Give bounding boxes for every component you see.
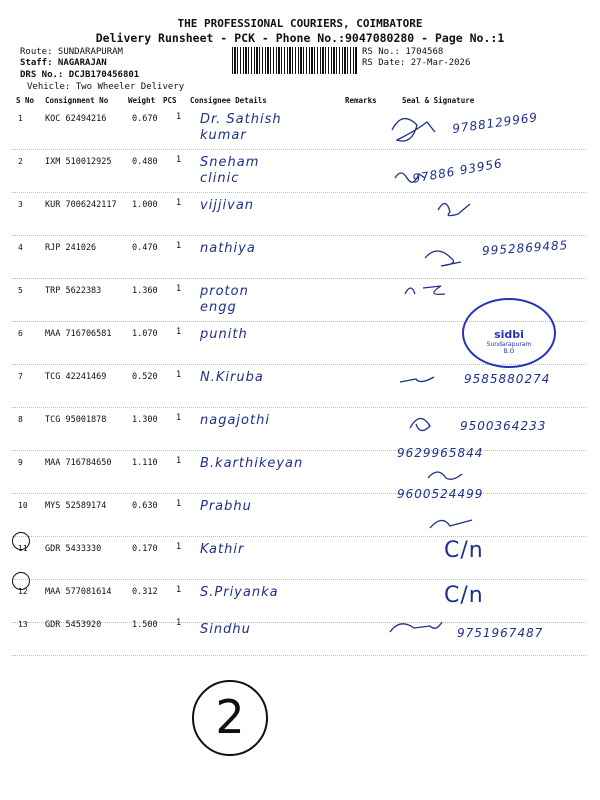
row-pcs: 1 bbox=[176, 198, 182, 208]
row-consignment: TCG 95001878 bbox=[45, 415, 107, 425]
col-remarks: Remarks bbox=[345, 96, 377, 105]
row-signature: 9600524499 bbox=[397, 487, 484, 501]
table-row bbox=[12, 487, 586, 537]
barcode bbox=[232, 47, 357, 74]
rs-number: RS No.: 1704568 bbox=[362, 47, 444, 57]
row-sno: 8 bbox=[18, 415, 23, 424]
row-weight: 1.500 bbox=[132, 620, 158, 630]
row-consignment: RJP 241026 bbox=[45, 243, 97, 253]
row-sno: 5 bbox=[18, 286, 23, 295]
vehicle: Vehicle: Two Wheeler Delivery bbox=[27, 82, 185, 92]
rs-date: RS Date: 27-Mar-2026 bbox=[362, 58, 471, 68]
circled-page-mark: 2 bbox=[192, 680, 268, 756]
col-sno: S No bbox=[16, 96, 35, 105]
row-signature: 9788129969 bbox=[451, 110, 539, 136]
row-consignee: Prabhu bbox=[200, 499, 252, 514]
row-weight: 1.000 bbox=[132, 200, 158, 210]
row-signature: 9500364233 bbox=[460, 419, 547, 433]
row-sno: 1 bbox=[18, 114, 23, 123]
row-weight: 0.170 bbox=[132, 544, 158, 554]
row-consignment: GDR 5433330 bbox=[45, 544, 102, 554]
table-row bbox=[12, 612, 586, 656]
row-consignee: Sindhu bbox=[200, 622, 251, 637]
row-weight: 1.360 bbox=[132, 286, 158, 296]
row-pcs: 1 bbox=[176, 585, 182, 595]
row-consignment: MAA 716784650 bbox=[45, 458, 112, 468]
header-title: THE PROFESSIONAL COURIERS, COIMBATORE bbox=[177, 17, 423, 30]
row-pcs: 1 bbox=[176, 284, 182, 294]
row-sno: 7 bbox=[18, 372, 23, 381]
row-consignee: vijjivan bbox=[200, 198, 255, 213]
col-weight: Weight bbox=[128, 96, 156, 105]
row-consignee: Dr. Sathish kumar bbox=[200, 112, 282, 143]
col-pcs: PCS bbox=[163, 96, 177, 105]
row-consignment: TRP 5622383 bbox=[45, 286, 102, 296]
row-pcs: 1 bbox=[176, 499, 182, 509]
table-row bbox=[12, 407, 586, 451]
row-sno: 6 bbox=[18, 329, 23, 338]
row-signature: C/n bbox=[444, 538, 484, 563]
circle-mark-11 bbox=[12, 532, 30, 550]
col-seal: Seal & Signature bbox=[402, 96, 475, 105]
row-consignee: N.Kiruba bbox=[200, 370, 264, 385]
row-weight: 0.480 bbox=[132, 157, 158, 167]
row-sno: 3 bbox=[18, 200, 23, 209]
row-signature: C/n bbox=[444, 583, 484, 608]
row-signature: 9585880274 bbox=[464, 372, 551, 386]
row-sno: 2 bbox=[18, 157, 23, 166]
circle-mark-12 bbox=[12, 572, 30, 590]
row-consignment: KUR 7006242117 bbox=[45, 200, 117, 210]
stamp-line1: sidbi bbox=[494, 328, 524, 341]
row-sno: 9 bbox=[18, 458, 23, 467]
row-signature: 9952869485 bbox=[481, 238, 569, 258]
row-consignee: proton engg bbox=[200, 284, 249, 315]
col-consignee: Consignee Details bbox=[190, 96, 267, 105]
row-consignee: punith bbox=[200, 327, 248, 342]
row-weight: 1.110 bbox=[132, 458, 158, 468]
row-signature: 97886 93956 bbox=[411, 156, 504, 186]
row-pcs: 1 bbox=[176, 413, 182, 423]
row-weight: 0.470 bbox=[132, 243, 158, 253]
row-pcs: 1 bbox=[176, 241, 182, 251]
table-row bbox=[12, 106, 586, 150]
row-consignment: KOC 62494216 bbox=[45, 114, 107, 124]
staff: Staff: NAGARAJAN bbox=[20, 58, 107, 68]
row-signature: 9629965844 bbox=[397, 446, 484, 460]
row-weight: 1.300 bbox=[132, 415, 158, 425]
row-pcs: 1 bbox=[176, 618, 182, 628]
row-pcs: 1 bbox=[176, 327, 182, 337]
row-consignee: Kathir bbox=[200, 542, 245, 557]
row-consignee: nathiya bbox=[200, 241, 256, 256]
row-weight: 0.630 bbox=[132, 501, 158, 511]
stamp-line3: B.O bbox=[503, 348, 515, 355]
row-pcs: 1 bbox=[176, 542, 182, 552]
row-sno: 11 bbox=[18, 544, 28, 553]
row-weight: 0.520 bbox=[132, 372, 158, 382]
col-consignment: Consignment No bbox=[45, 96, 109, 105]
row-consignment: IXM 510012925 bbox=[45, 157, 112, 167]
table-row bbox=[12, 446, 586, 494]
row-consignee: B.karthikeyan bbox=[200, 456, 304, 471]
post-office-stamp bbox=[462, 298, 556, 368]
row-weight: 0.312 bbox=[132, 587, 158, 597]
row-pcs: 1 bbox=[176, 112, 182, 122]
row-consignee: nagajothi bbox=[200, 413, 270, 428]
row-weight: 0.670 bbox=[132, 114, 158, 124]
row-signature: 9751967487 bbox=[457, 626, 544, 640]
row-consignee: S.Priyanka bbox=[200, 585, 279, 600]
row-pcs: 1 bbox=[176, 370, 182, 380]
row-consignment: GDR 5453920 bbox=[45, 620, 102, 630]
table-row bbox=[12, 235, 586, 279]
row-sno: 10 bbox=[18, 501, 28, 510]
route: Route: SUNDARAPURAM bbox=[20, 47, 123, 57]
header-subtitle: Delivery Runsheet - PCK - Phone No.:9047080280 - Page No.:1 bbox=[95, 31, 505, 45]
row-consignment: TCG 42241469 bbox=[45, 372, 107, 382]
stamp-line2: Sundarapuram bbox=[486, 341, 532, 348]
row-consignee: Sneham clinic bbox=[200, 155, 260, 186]
row-pcs: 1 bbox=[176, 456, 182, 466]
row-weight: 1.070 bbox=[132, 329, 158, 339]
row-pcs: 1 bbox=[176, 155, 182, 165]
row-sno: 12 bbox=[18, 587, 28, 596]
drs-number: DRS No.: DCJB170456801 bbox=[20, 70, 140, 80]
table-row bbox=[12, 364, 586, 408]
table-row bbox=[12, 536, 586, 580]
row-consignment: MAA 716706581 bbox=[45, 329, 112, 339]
row-sno: 13 bbox=[18, 620, 28, 629]
row-consignment: MYS 52589174 bbox=[45, 501, 107, 511]
row-sno: 4 bbox=[18, 243, 23, 252]
row-consignment: MAA 577081614 bbox=[45, 587, 112, 597]
